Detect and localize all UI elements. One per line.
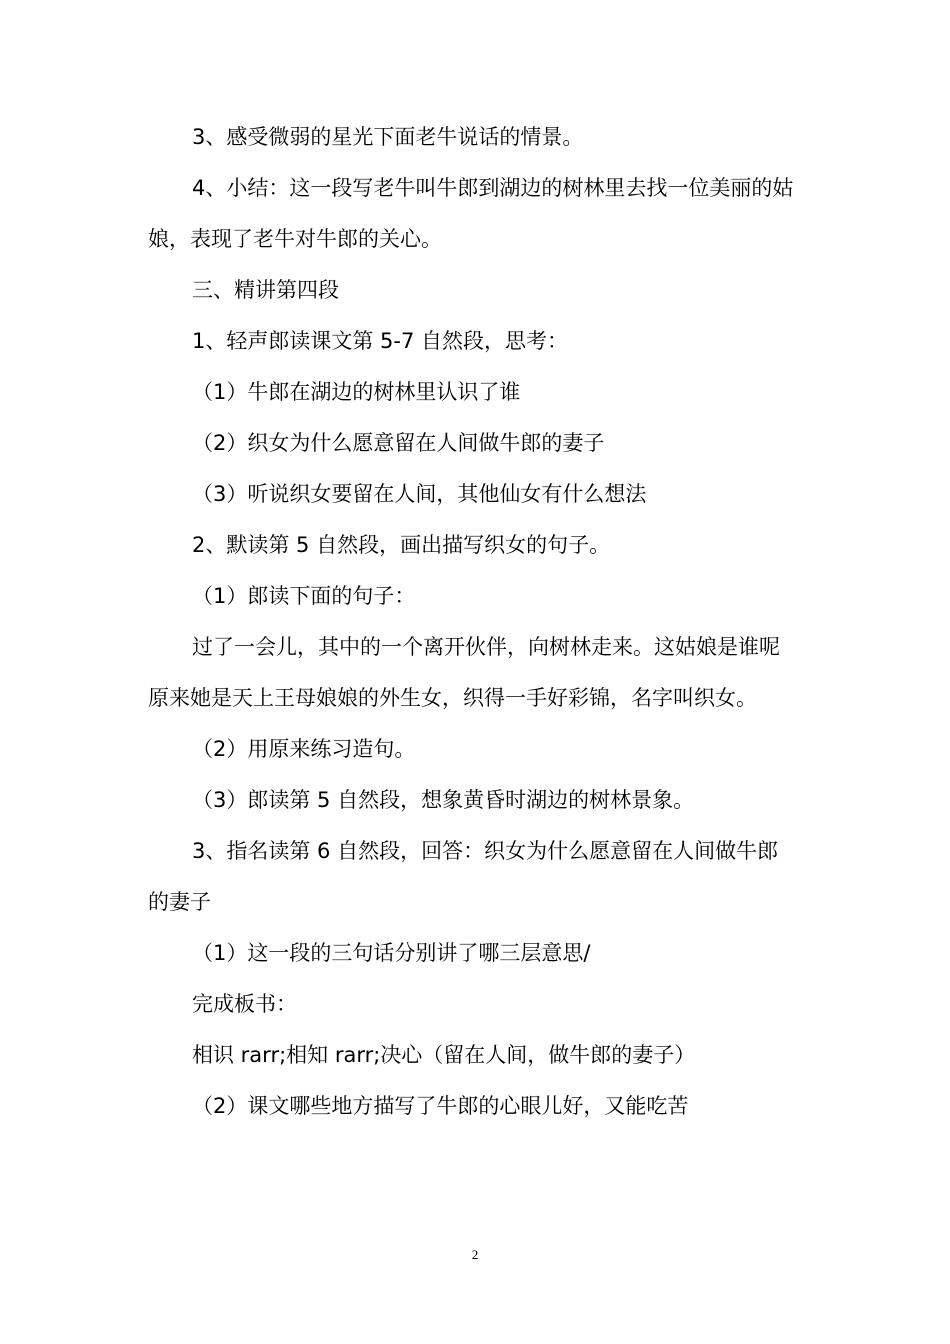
paragraph-step-3-starlight: 3、感受微弱的星光下面老牛说话的情景。 [192, 125, 584, 149]
board-writing-content: 相识 rarr;相知 rarr;决心（留在人间，做牛郎的妻子） [192, 1043, 696, 1067]
question-1: （1）牛郎在湖边的树林里认识了谁 [192, 380, 521, 404]
paragraph-task-3: 3、指名读第 6 自然段，回答：织女为什么愿意留在人间做牛郎的妻子 [148, 839, 779, 914]
page-number: 2 [471, 1247, 479, 1262]
document-body [148, 112, 808, 1132]
sub-question-1: （1）这一段的三句话分别讲了哪三层意思/ [192, 941, 591, 965]
quoted-passage: 过了一会儿，其中的一个离开伙伴，向树林走来。这姑娘是谁呢原来她是天上王母娘娘的外生女，织得一手好彩锦，名字叫织女。 [148, 635, 780, 710]
board-writing-label: 完成板书： [192, 992, 297, 1016]
sub-task-3: （3）郎读第 5 自然段，想象黄昏时湖边的树林景象。 [192, 788, 695, 812]
section-heading-4: 三、精讲第四段 [192, 278, 339, 302]
question-3: （3）听说织女要留在人间，其他仙女有什么想法 [192, 482, 647, 506]
sub-question-2: （2）课文哪些地方描写了牛郎的心眼儿好，又能吃苦 [192, 1094, 689, 1118]
question-2: （2）织女为什么愿意留在人间做牛郎的妻子 [192, 431, 605, 455]
paragraph-task-2: 2、默读第 5 自然段，画出描写织女的句子。 [192, 533, 611, 557]
paragraph-summary: 4、小结：这一段写老牛叫牛郎到湖边的树林里去找一位美丽的姑娘，表现了老牛对牛郎的关心。 [148, 176, 794, 251]
sub-task-1: （1）郎读下面的句子： [192, 584, 416, 608]
paragraph-task-1: 1、轻声郎读课文第 5-7 自然段，思考： [192, 329, 569, 353]
sub-task-2: （2）用原来练习造句。 [192, 737, 416, 761]
